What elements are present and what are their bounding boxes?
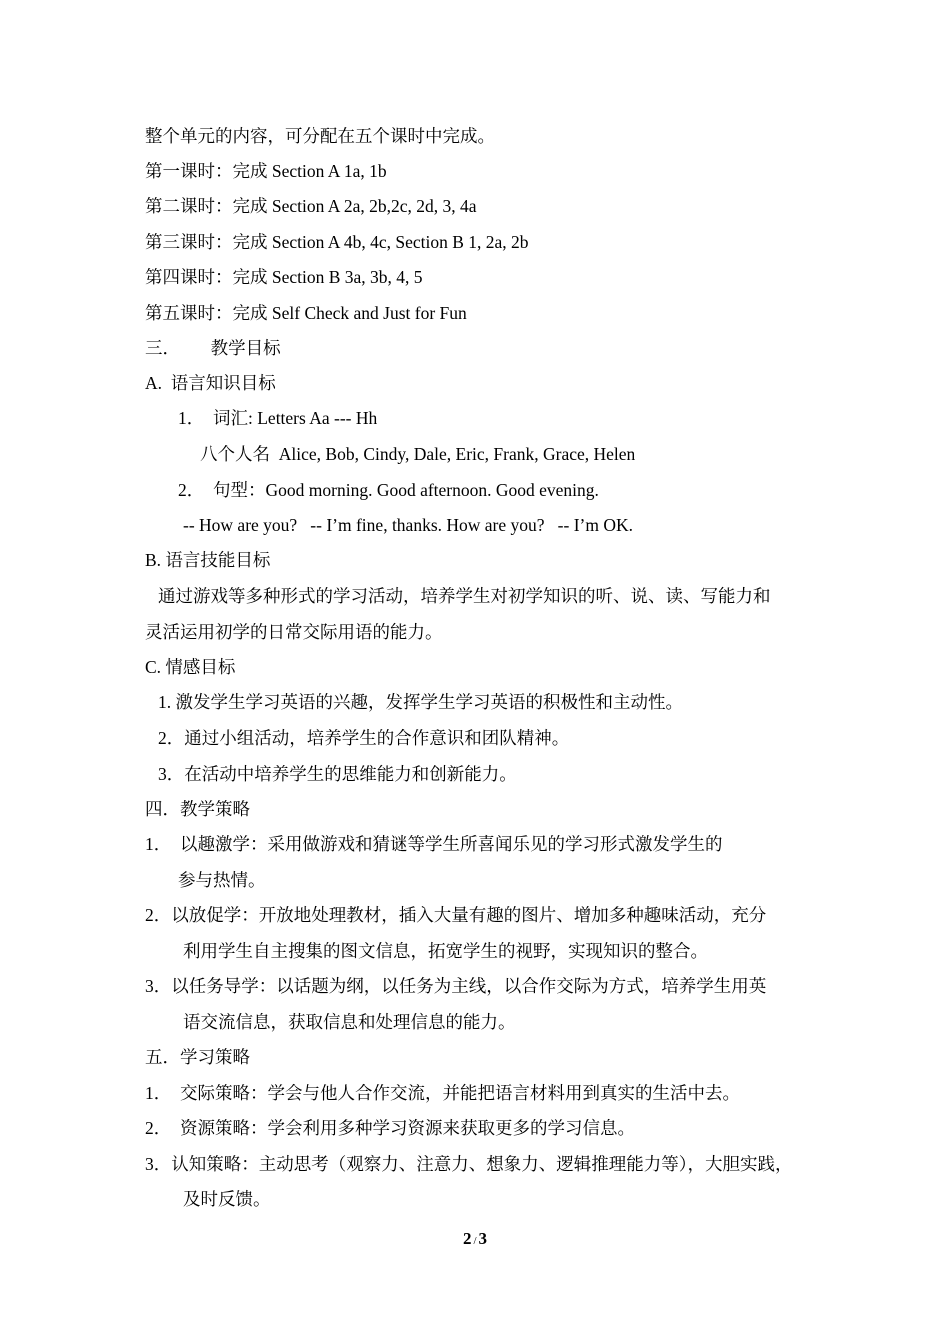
text-line: 2． 句型：Good morning. Good afternoon. Good evening. [178, 480, 599, 500]
section-heading: 四．教学策略 [145, 799, 250, 819]
text-line: 利用学生自主搜集的图文信息，拓宽学生的视野，实现知识的整合。 [183, 941, 708, 961]
section-heading: 五．学习策略 [145, 1047, 250, 1067]
text-line: 第五课时：完成 Self Check and Just for Fun [145, 303, 467, 323]
subsection-heading: C. 情感目标 [145, 657, 236, 677]
page-current: 2 [462, 1229, 472, 1248]
text-line: 第三课时：完成 Section A 4b, 4c, Section B 1, 2a, 2b [145, 232, 529, 252]
text-line: 语交流信息，获取信息和处理信息的能力。 [183, 1012, 516, 1032]
text-line: -- How are you? -- I’m fine, thanks. How are you? -- I’m OK. [183, 515, 633, 535]
text-line: 第四课时：完成 Section B 3a, 3b, 4, 5 [145, 267, 423, 287]
text-line: 2． 资源策略：学会利用多种学习资源来获取更多的学习信息。 [145, 1118, 635, 1138]
text-line: 1． 以趣激学：采用做游戏和猜谜等学生所喜闻乐见的学习形式激发学生的 [145, 834, 723, 854]
text-line: 3．在活动中培养学生的思维能力和创新能力。 [158, 764, 517, 784]
text-line: 1． 词汇: Letters Aa --- Hh [178, 408, 378, 428]
text-line: 2．通过小组活动，培养学生的合作意识和团队精神。 [158, 728, 570, 748]
text-line: 第二课时：完成 Section A 2a, 2b,2c, 2d, 3, 4a [145, 196, 477, 216]
text-line: 1. 激发学生学习英语的兴趣，发挥学生学习英语的积极性和主动性。 [158, 692, 683, 712]
page-separator: / [473, 1235, 477, 1247]
page-number [0, 1229, 950, 1249]
section-heading: 三． 教学目标 [145, 338, 281, 358]
subsection-heading: B. 语言技能目标 [145, 550, 271, 570]
text-line: 灵活运用初学的日常交际用语的能力。 [145, 622, 443, 642]
page-total: 3 [478, 1229, 488, 1248]
text-line: 八个人名 Alice, Bob, Cindy, Dale, Eric, Frank, Grace, Helen [200, 444, 636, 464]
text-line: 参与热情。 [178, 870, 266, 890]
subsection-heading: A. 语言知识目标 [145, 373, 276, 393]
text-line: 整个单元的内容，可分配在五个课时中完成。 [145, 126, 495, 146]
text-line: 第一课时：完成 Section A 1a, 1b [145, 161, 387, 181]
text-line: 3．以任务导学：以话题为纲，以任务为主线，以合作交际为方式，培养学生用英 [145, 976, 767, 996]
text-line: 3．认知策略：主动思考（观察力、注意力、想象力、逻辑推理能力等），大胆实践， [145, 1154, 793, 1174]
text-line: 及时反馈。 [183, 1189, 271, 1209]
text-line: 通过游戏等多种形式的学习活动，培养学生对初学知识的听、说、读、写能力和 [158, 586, 771, 606]
text-line: 1． 交际策略：学会与他人合作交流，并能把语言材料用到真实的生活中去。 [145, 1083, 740, 1103]
text-line: 2．以放促学：开放地处理教材，插入大量有趣的图片、增加多种趣味活动，充分 [145, 905, 767, 925]
